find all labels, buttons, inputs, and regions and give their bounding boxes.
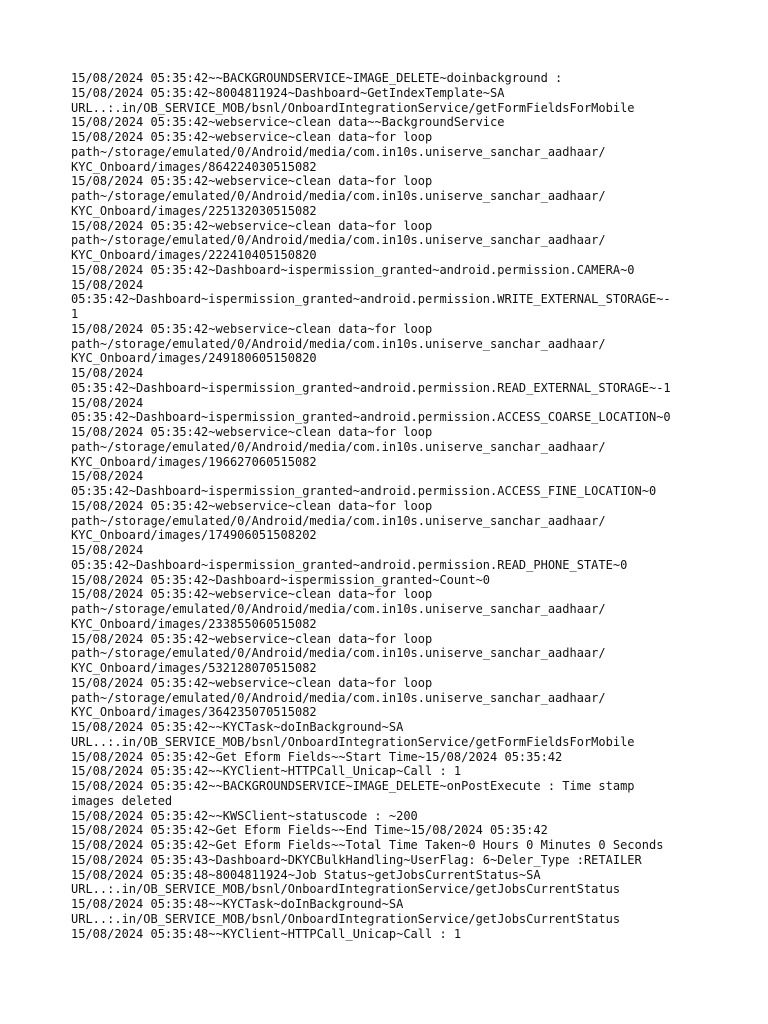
log-line: 1 — [71, 307, 79, 321]
log-line: URL..:.in/OB_SERVICE_MOB/bsnl/OnboardIntegrationService/getJobsCurrentStatus — [71, 911, 621, 926]
log-line: 05:35:42~Dashboard~ispermission_granted~android.permission.READ_PHONE_STATE~0 — [71, 557, 628, 572]
log-line: path~/storage/emulated/0/Android/media/com.in10s.uniserve_sanchar_aadhaar/ — [71, 144, 606, 159]
log-line: 15/08/2024 05:35:48~~KYClient~HTTPCall_Unicap~Call : 1 — [71, 926, 462, 941]
log-line: 15/08/2024 05:35:42~~KYClient~HTTPCall_Unicap~Call : 1 — [71, 764, 462, 779]
log-line: 15/08/2024 05:35:42~webservice~clean data~for loop — [71, 498, 433, 513]
log-line: 15/08/2024 — [71, 543, 144, 557]
log-line: 15/08/2024 05:35:42~webservice~clean data~for loop — [71, 425, 433, 439]
log-line: URL..:.in/OB_SERVICE_MOB/bsnl/OnboardIntegrationService/getFormFieldsForMobile — [71, 100, 635, 115]
log-line: URL..:.in/OB_SERVICE_MOB/bsnl/OnboardIntegrationService/getJobsCurrentStatus — [71, 882, 621, 897]
log-line: 15/08/2024 05:35:42~webservice~clean data~for loop — [71, 675, 433, 690]
log-line: KYC_Onboard/images/196627060515082 — [71, 454, 317, 469]
log-line: 15/08/2024 05:35:42~webservice~clean data~for loop — [71, 587, 433, 602]
log-line: KYC_Onboard/images/174906051508202 — [71, 528, 317, 543]
log-line: 05:35:42~Dashboard~ispermission_granted~android.permission.READ_EXTERNAL_STORAGE~-1 — [71, 380, 671, 395]
log-line: path~/storage/emulated/0/Android/media/com.in10s.uniserve_sanchar_aadhaar/ — [71, 513, 606, 528]
log-line: 15/08/2024 — [71, 395, 144, 410]
log-line: path~/storage/emulated/0/Android/media/com.in10s.uniserve_sanchar_aadhaar/ — [71, 690, 606, 705]
log-line: 15/08/2024 05:35:42~Dashboard~ispermission_granted~Count~0 — [71, 572, 491, 587]
log-line: KYC_Onboard/images/532128070515082 — [71, 661, 317, 675]
log-line: path~/storage/emulated/0/Android/media/com.in10s.uniserve_sanchar_aadhaar/ — [71, 189, 606, 203]
log-line: 15/08/2024 05:35:42~~KWSClient~statuscode : ~200 — [71, 808, 418, 823]
log-line: KYC_Onboard/images/364235070515082 — [71, 705, 317, 720]
log-line: KYC_Onboard/images/233855060515082 — [71, 616, 317, 631]
log-line: 15/08/2024 05:35:42~webservice~clean data~for loop — [71, 321, 433, 336]
log-line: 15/08/2024 05:35:42~webservice~clean data~for loop — [71, 174, 433, 189]
log-line: path~/storage/emulated/0/Android/media/com.in10s.uniserve_sanchar_aadhaar/ — [71, 233, 606, 248]
log-line: path~/storage/emulated/0/Android/media/com.in10s.uniserve_sanchar_aadhaar/ — [71, 646, 606, 661]
log-line: 15/08/2024 05:35:42~~KYCTask~doInBackground~SA — [71, 720, 404, 734]
log-line: URL..:.in/OB_SERVICE_MOB/bsnl/OnboardIntegrationService/getFormFieldsForMobile — [71, 734, 635, 749]
log-line: 15/08/2024 05:35:43~Dashboard~DKYCBulkHandling~UserFlag: 6~Deler_Type :RETAILER — [71, 852, 642, 867]
log-line: 15/08/2024 — [71, 469, 144, 484]
log-line: 15/08/2024 05:35:42~Dashboard~ispermission_granted~android.permission.CAMERA~0 — [71, 262, 635, 277]
log-line: 15/08/2024 05:35:42~webservice~clean data~~BackgroundService — [71, 115, 505, 130]
log-line: KYC_Onboard/images/225132030515082 — [71, 203, 317, 218]
log-line: 15/08/2024 — [71, 366, 144, 380]
log-line: 15/08/2024 — [71, 277, 144, 292]
log-line: path~/storage/emulated/0/Android/media/com.in10s.uniserve_sanchar_aadhaar/ — [71, 439, 606, 454]
log-line: path~/storage/emulated/0/Android/media/com.in10s.uniserve_sanchar_aadhaar/ — [71, 336, 606, 351]
log-line: 15/08/2024 05:35:42~webservice~clean data~for loop — [71, 631, 433, 646]
log-line: 15/08/2024 05:35:48~~KYCTask~doInBackground~SA — [71, 897, 404, 911]
log-line: 05:35:42~Dashboard~ispermission_granted~android.permission.ACCESS_FINE_LOCATION~0 — [71, 484, 657, 498]
log-line: 05:35:42~Dashboard~ispermission_granted~android.permission.WRITE_EXTERNAL_STORAGE~- — [71, 292, 671, 307]
log-line: 05:35:42~Dashboard~ispermission_granted~android.permission.ACCESS_COARSE_LOCATION~0 — [71, 410, 671, 425]
log-line: 15/08/2024 05:35:42~~BACKGROUNDSERVICE~IMAGE_DELETE~onPostExecute : Time stamp — [71, 779, 635, 793]
log-line: 15/08/2024 05:35:42~webservice~clean data~for loop — [71, 218, 433, 233]
log-line: 15/08/2024 05:35:42~Get Eform Fields~~End Time~15/08/2024 05:35:42 — [71, 823, 548, 838]
log-line: 15/08/2024 05:35:42~~BACKGROUNDSERVICE~IMAGE_DELETE~doinbackground : — [71, 71, 563, 85]
log-line: 15/08/2024 05:35:48~8004811924~Job Status~getJobsCurrentStatus~SA — [71, 867, 541, 882]
log-line: 15/08/2024 05:35:42~Get Eform Fields~~Start Time~15/08/2024 05:35:42 — [71, 749, 563, 764]
log-line: KYC_Onboard/images/222410405150820 — [71, 248, 317, 262]
log-text-block — [71, 71, 711, 941]
log-line: 15/08/2024 05:35:42~Get Eform Fields~~Total Time Taken~0 Hours 0 Minutes 0 Seconds — [71, 838, 664, 852]
log-line: 15/08/2024 05:35:42~8004811924~Dashboard~GetIndexTemplate~SA — [71, 85, 505, 100]
log-line: 15/08/2024 05:35:42~webservice~clean data~for loop — [71, 130, 433, 144]
log-line: KYC_Onboard/images/864224030515082 — [71, 159, 317, 174]
log-line: path~/storage/emulated/0/Android/media/com.in10s.uniserve_sanchar_aadhaar/ — [71, 602, 606, 616]
log-line: images deleted — [71, 793, 173, 808]
log-line: KYC_Onboard/images/249180605150820 — [71, 351, 317, 366]
